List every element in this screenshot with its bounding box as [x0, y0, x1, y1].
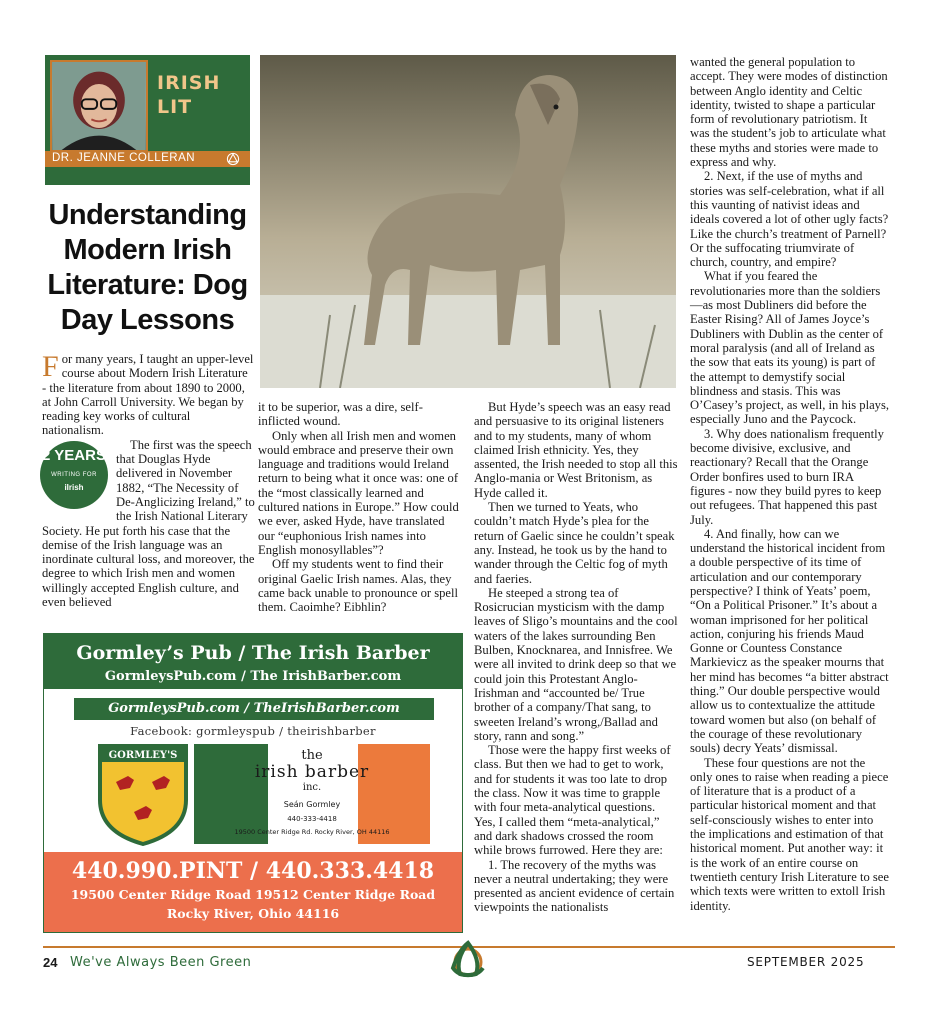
badge-writing-for: WRITING FOR — [51, 471, 97, 478]
paragraph: Off my students went to find their original Gaelic Irish names. Alas, they came back unable to pronounce or spell them. Caoimhe? Eibhlin? — [258, 557, 459, 615]
paragraph: Then we turned to Yeats, who couldn’t match Hyde’s plea for the return of Gaelic since he couldn’t speak any. Instead, he took us by the hand to wander through the Celtic fog of myth and faeries. — [474, 500, 675, 586]
paragraph-continuation: wanted the general population to accept. They were modes of distinction between Anglo identity and Celtic identity, twisted to shape a particular form of revolutionary patriotism. It was the student’s job to articulate what these myths and stories were made to express and why. — [690, 55, 888, 170]
ad-banner — [74, 698, 434, 720]
gormleys-shield-logo — [96, 742, 190, 846]
paragraph: These four questions are not the only ones to raise when reading a piece of literature that is a product of a particular historical moment and that self-consciously wishes to enter into the implications and estimation of that historical moment. Put another way: it is the work of an entire course on twentieth century Irish Literature to see which texts were written to extoll Irish identity. — [690, 755, 889, 913]
article-headline: Understanding Modern Irish Literature: Dog Day Lessons — [47, 199, 248, 336]
wolfhound-photo — [260, 55, 676, 388]
column-title-line2: LIT — [157, 96, 193, 118]
article-lead-paragraph — [42, 352, 255, 438]
page-number: 24 — [43, 955, 58, 970]
article-column-4 — [690, 55, 890, 913]
barber-inc: inc. — [302, 782, 322, 793]
paragraph-continuation: it to be superior, was a dire, self-inflicted wound. — [258, 400, 423, 429]
paragraph: 4. And finally, how can we understand the historical incident from a double perspective of its time of articulation and our contemporary perspective? I think of Yeats’ poem, “On a Political Prisoner.” It’s about a woman imprisoned for her political action, conjuring his friends Maud Gonne or Countess Constance Markievicz as the speaker mourns that her mind has becomes “a bitter abstract thing.” Our double perspective would allow us to contextualize the attitude toward women but also (on behalf of the courage of these revolutionary souls) decry Yeats’ dismissal. — [690, 526, 889, 756]
issue-date: SEPTEMBER 2025 — [747, 955, 865, 969]
ad-banner-text: GormleysPub.com / TheIrishBarber.com — [108, 701, 400, 716]
wolfhound-photo-illustration — [260, 55, 676, 388]
barber-address: 19500 Center Ridge Rd. Rocky River, OH 44116 — [234, 828, 390, 836]
article-column-2 — [258, 400, 463, 614]
column-title-line1: IRISH — [157, 72, 221, 94]
paragraph: Those were the happy first weeks of class. But then we had to get to work, and for students it was too late to drop the class. Now it was time to grapple with four meta-analytical questions. Yes, I called them “meta-analytical,” and dark shadows crossed the room while brows furrowed. Here they are: — [474, 743, 671, 858]
paragraph: Only when all Irish men and women would embrace and preserve their own language and traditions would Ireland return to being what it once was: one of the “most classically learned and cultured nations in Europe.” How could we ever, asked Hyde, have translated our “euphonious Irish names into English monosyllables”? — [258, 428, 459, 557]
ad-address-line2: Rocky River, Ohio 44116 — [166, 906, 340, 921]
paragraph: He steeped a strong tea of Rosicrucian mysticism with the damp leaves of Sligo’s mountains and the cool waters of the lakes surrounding Ben Bulben, Knocknarea, and Innisfree. We were all invited to drink deep so that we could join this Protestant Anglo-Irishman and “accounted be/ True brother of a company/That sang, to sweeten Ireland’s wrong,/Ballad and story, rann and song.” — [474, 585, 678, 743]
anniversary-badge-wrap — [40, 441, 112, 513]
gormleys-ad[interactable] — [43, 633, 463, 933]
ad-address-line1: 19500 Center Ridge Road 19512 Center Ridge Road — [70, 887, 436, 902]
ad-facebook: Facebook: gormleyspub / theirishbarber — [130, 724, 376, 738]
paragraph: 3. Why does nationalism frequently become divisive, exclusive, and reactionary? Recall that the Orange Order bonfires used to burn IRA figures - now they build pyres to keep out refugees. That happened this past July. — [690, 426, 884, 527]
anniversary-badge — [40, 441, 108, 509]
paragraph: But Hyde’s speech was an easy read and persuasive to its original listeners and to my students, many of whom claimed Irish ethnicity. Yes, they assented, the Irish needed to stop all this Anglo-mania or West Britonism, as Hyde called it. — [474, 400, 678, 500]
barber-name: irish barber — [254, 762, 370, 782]
ad-title: Gormley’s Pub / The Irish Barber — [76, 642, 430, 664]
barber-phone: 440-333-4418 — [287, 815, 337, 823]
badge-brand: iIrish — [64, 482, 84, 492]
author-name: DR. JEANNE COLLERAN — [52, 152, 196, 164]
badge-years: 2 YEARS — [42, 446, 106, 464]
paragraph: The first was the speech that Douglas Hyde delivered in November 1882, “The Necessity of De-Anglicizing Ireland,” to the Irish National Literary Society. He put forth his case that the demise of the Irish language was an inordinate cultural loss, and moreover, the degree to which Irish men and women willingly accepted English culture, and even believed — [42, 437, 255, 610]
barber-owner: Seán Gormley — [283, 800, 341, 809]
paragraph: 1. The recovery of the myths was never a neutral undertaking; they were presented as ancient evidence of certain viewpoints the nationalists — [474, 857, 675, 915]
article-column-1 — [42, 352, 255, 609]
lead-text: or many years, I taught an upper-level course about Modern Irish Literature - the literature from about 1890 to 2000, at John Carroll University. We began by reading key works of cultural nationalism. — [42, 352, 254, 438]
celtic-knot-logo-icon — [445, 938, 491, 984]
footer-tagline: We've Always Been Green — [70, 955, 252, 970]
paragraph: 2. Next, if the use of myths and stories was self-celebration, what if all this vaunting of nativist ideas and ideals covered a lot of other ugly facts? Like the church’s treatment of Parnell? Or the suffocating triumvirate of church, country, and empire? — [690, 169, 889, 270]
ad-subtitle: GormleysPub.com / The IrishBarber.com — [104, 669, 402, 684]
author-portrait-illustration — [52, 62, 146, 150]
irish-barber-logo — [194, 744, 430, 844]
paragraph: What if you feared the revolutionaries more than the soldiers—as most Dubliners did before the Easter Rising? All of James Joyce’s Dubliners with Dublin as the center of moral paralysis (and all of Ireland as the sow that eats its young) is part of the attempt to demystify social blindness and stasis. This was O’Casey’s project, as well, in his plays, especially Juno and the Paycock. — [690, 269, 890, 427]
author-portrait — [50, 60, 148, 152]
drop-cap: F — [42, 350, 59, 383]
barber-the: the — [301, 748, 323, 763]
shield-name: GORMLEY'S — [108, 750, 178, 761]
article-column-3 — [474, 400, 679, 915]
ad-phones: 440.990.PINT / 440.333.4418 — [71, 858, 435, 884]
celtic-knot-icon — [226, 152, 240, 166]
